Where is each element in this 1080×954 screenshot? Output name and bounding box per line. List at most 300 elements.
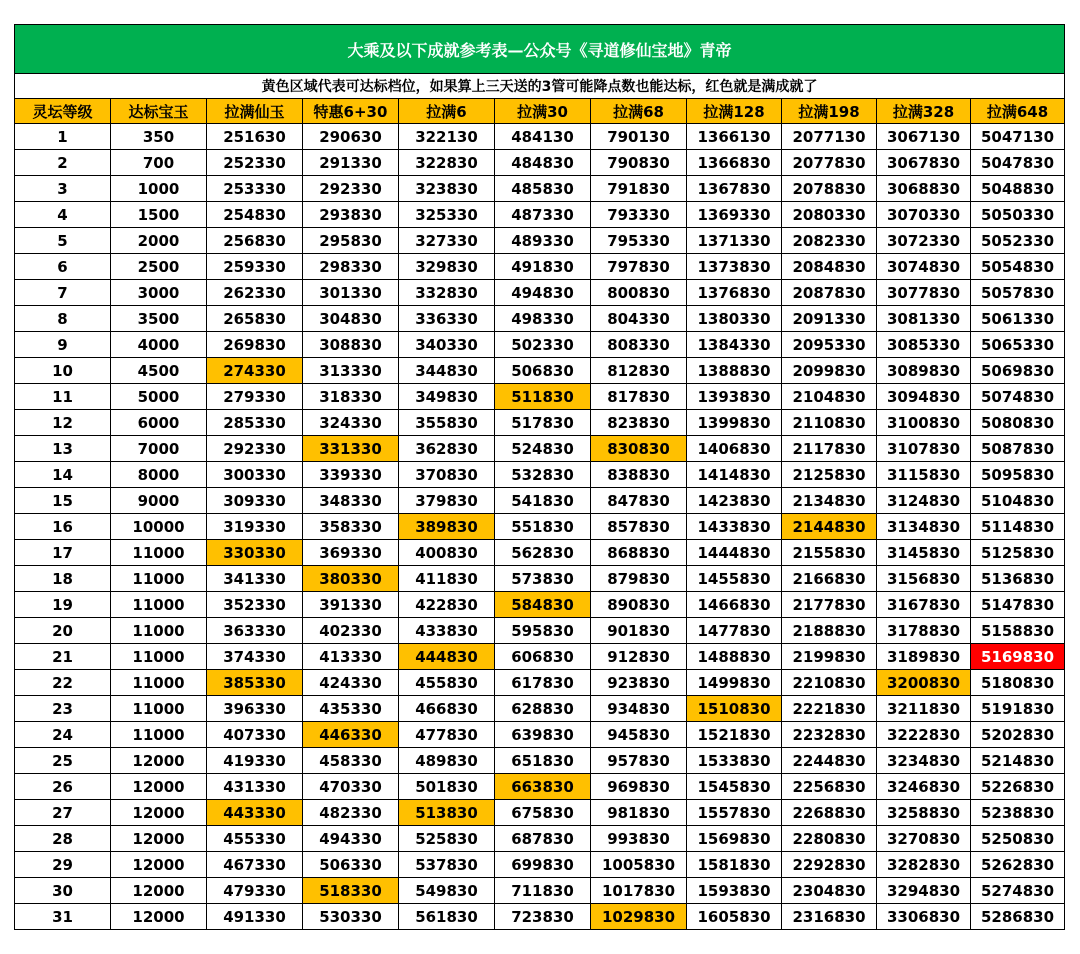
table-cell: 21 xyxy=(15,644,111,670)
table-cell: 2177830 xyxy=(782,592,877,618)
table-row xyxy=(15,670,1065,696)
table-cell: 7 xyxy=(15,280,111,306)
table-cell: 5158830 xyxy=(971,618,1065,644)
table-cell: 541830 xyxy=(495,488,591,514)
table-cell: 3115830 xyxy=(877,462,971,488)
table-cell: 823830 xyxy=(591,410,687,436)
table-cell: 467330 xyxy=(207,852,303,878)
table-cell: 912830 xyxy=(591,644,687,670)
table-cell: 723830 xyxy=(495,904,591,930)
table-cell: 2244830 xyxy=(782,748,877,774)
table-cell: 1376830 xyxy=(687,280,782,306)
table-cell: 1433830 xyxy=(687,514,782,540)
table-cell: 3258830 xyxy=(877,800,971,826)
table-cell: 298330 xyxy=(303,254,399,280)
table-cell: 11000 xyxy=(111,566,207,592)
table-cell: 1366130 xyxy=(687,124,782,150)
table-cell: 27 xyxy=(15,800,111,826)
table-row xyxy=(15,436,1065,462)
table-cell: 14 xyxy=(15,462,111,488)
table-cell: 5069830 xyxy=(971,358,1065,384)
table-row xyxy=(15,202,1065,228)
table-cell: 5286830 xyxy=(971,904,1065,930)
table-cell: 5250830 xyxy=(971,826,1065,852)
table-cell: 12000 xyxy=(111,878,207,904)
table-cell: 18 xyxy=(15,566,111,592)
table-cell: 2091330 xyxy=(782,306,877,332)
table-cell: 28 xyxy=(15,826,111,852)
table-cell: 513830 xyxy=(399,800,495,826)
table-cell: 525830 xyxy=(399,826,495,852)
table-cell: 838830 xyxy=(591,462,687,488)
table-cell: 2 xyxy=(15,150,111,176)
table-cell: 2199830 xyxy=(782,644,877,670)
table-row xyxy=(15,722,1065,748)
table-cell: 2099830 xyxy=(782,358,877,384)
table-cell: 301330 xyxy=(303,280,399,306)
table-cell: 3000 xyxy=(111,280,207,306)
table-cell: 424330 xyxy=(303,670,399,696)
table-cell: 3067130 xyxy=(877,124,971,150)
table-cell: 797830 xyxy=(591,254,687,280)
table-cell: 639830 xyxy=(495,722,591,748)
table-cell: 13 xyxy=(15,436,111,462)
table-cell: 16 xyxy=(15,514,111,540)
table-cell: 1 xyxy=(15,124,111,150)
table-cell: 830830 xyxy=(591,436,687,462)
table-cell: 30 xyxy=(15,878,111,904)
table-cell: 466830 xyxy=(399,696,495,722)
table-cell: 817830 xyxy=(591,384,687,410)
table-cell: 12000 xyxy=(111,826,207,852)
subtitle-row xyxy=(15,74,1065,99)
table-cell: 808330 xyxy=(591,332,687,358)
table-cell: 379830 xyxy=(399,488,495,514)
table-cell: 329830 xyxy=(399,254,495,280)
table-row xyxy=(15,774,1065,800)
table-cell: 274330 xyxy=(207,358,303,384)
table-cell: 5169830 xyxy=(971,644,1065,670)
table-cell: 355830 xyxy=(399,410,495,436)
table-cell: 253330 xyxy=(207,176,303,202)
table-cell: 1569830 xyxy=(687,826,782,852)
table-cell: 1477830 xyxy=(687,618,782,644)
table-cell: 537830 xyxy=(399,852,495,878)
table-cell: 1005830 xyxy=(591,852,687,878)
table-cell: 5087830 xyxy=(971,436,1065,462)
table-row xyxy=(15,488,1065,514)
table-cell: 1557830 xyxy=(687,800,782,826)
table-cell: 341330 xyxy=(207,566,303,592)
table-cell: 981830 xyxy=(591,800,687,826)
table-cell: 993830 xyxy=(591,826,687,852)
table-cell: 11000 xyxy=(111,540,207,566)
table-cell: 5 xyxy=(15,228,111,254)
table-cell: 5274830 xyxy=(971,878,1065,904)
table-cell: 2125830 xyxy=(782,462,877,488)
table-cell: 1366830 xyxy=(687,150,782,176)
table-cell: 487330 xyxy=(495,202,591,228)
table-row xyxy=(15,592,1065,618)
table-cell: 25 xyxy=(15,748,111,774)
table-cell: 675830 xyxy=(495,800,591,826)
table-cell: 6 xyxy=(15,254,111,280)
table-cell: 617830 xyxy=(495,670,591,696)
table-cell: 3156830 xyxy=(877,566,971,592)
table-cell: 411830 xyxy=(399,566,495,592)
table-cell: 19 xyxy=(15,592,111,618)
table-cell: 2188830 xyxy=(782,618,877,644)
table-cell: 3270830 xyxy=(877,826,971,852)
table-cell: 3211830 xyxy=(877,696,971,722)
table-cell: 4500 xyxy=(111,358,207,384)
table-cell: 506830 xyxy=(495,358,591,384)
table-cell: 3 xyxy=(15,176,111,202)
table-cell: 325330 xyxy=(399,202,495,228)
table-cell: 279330 xyxy=(207,384,303,410)
table-cell: 3094830 xyxy=(877,384,971,410)
table-cell: 319330 xyxy=(207,514,303,540)
table-row xyxy=(15,306,1065,332)
table-row xyxy=(15,358,1065,384)
table-cell: 3089830 xyxy=(877,358,971,384)
table-cell: 2292830 xyxy=(782,852,877,878)
table-row xyxy=(15,280,1065,306)
table-cell: 3070330 xyxy=(877,202,971,228)
table-cell: 2155830 xyxy=(782,540,877,566)
table-cell: 5114830 xyxy=(971,514,1065,540)
table-cell: 17 xyxy=(15,540,111,566)
table-cell: 5202830 xyxy=(971,722,1065,748)
table-cell: 3067830 xyxy=(877,150,971,176)
table-cell: 506330 xyxy=(303,852,399,878)
table-cell: 26 xyxy=(15,774,111,800)
table-cell: 422830 xyxy=(399,592,495,618)
table-row xyxy=(15,176,1065,202)
table-cell: 444830 xyxy=(399,644,495,670)
table-cell: 2280830 xyxy=(782,826,877,852)
table-cell: 795330 xyxy=(591,228,687,254)
table-cell: 2082330 xyxy=(782,228,877,254)
table-cell: 2134830 xyxy=(782,488,877,514)
table-cell: 12000 xyxy=(111,904,207,930)
table-cell: 443330 xyxy=(207,800,303,826)
table-cell: 3081330 xyxy=(877,306,971,332)
table-cell: 2084830 xyxy=(782,254,877,280)
table-row xyxy=(15,852,1065,878)
table-cell: 15 xyxy=(15,488,111,514)
table-cell: 3068830 xyxy=(877,176,971,202)
table-row xyxy=(15,124,1065,150)
table-row xyxy=(15,644,1065,670)
table-cell: 5262830 xyxy=(971,852,1065,878)
table-cell: 5080830 xyxy=(971,410,1065,436)
column-header: 拉满328 xyxy=(877,99,971,124)
table-cell: 400830 xyxy=(399,540,495,566)
table-cell: 2104830 xyxy=(782,384,877,410)
table-cell: 29 xyxy=(15,852,111,878)
table-cell: 8 xyxy=(15,306,111,332)
table-cell: 573830 xyxy=(495,566,591,592)
table-row xyxy=(15,904,1065,930)
table-cell: 1499830 xyxy=(687,670,782,696)
table-cell: 1414830 xyxy=(687,462,782,488)
column-header: 达标宝玉 xyxy=(111,99,207,124)
table-cell: 3294830 xyxy=(877,878,971,904)
table-cell: 804330 xyxy=(591,306,687,332)
table-cell: 455830 xyxy=(399,670,495,696)
table-row xyxy=(15,384,1065,410)
table-cell: 23 xyxy=(15,696,111,722)
table-cell: 458330 xyxy=(303,748,399,774)
table-cell: 2221830 xyxy=(782,696,877,722)
table-cell: 3246830 xyxy=(877,774,971,800)
table-cell: 5191830 xyxy=(971,696,1065,722)
table-cell: 3074830 xyxy=(877,254,971,280)
table-cell: 530330 xyxy=(303,904,399,930)
table-cell: 11000 xyxy=(111,618,207,644)
column-header: 灵坛等级 xyxy=(15,99,111,124)
table-cell: 348330 xyxy=(303,488,399,514)
table-cell: 3077830 xyxy=(877,280,971,306)
table-cell: 791830 xyxy=(591,176,687,202)
table-cell: 292330 xyxy=(303,176,399,202)
table-cell: 3178830 xyxy=(877,618,971,644)
table-cell: 256830 xyxy=(207,228,303,254)
table-cell: 1384330 xyxy=(687,332,782,358)
table-cell: 10000 xyxy=(111,514,207,540)
table-cell: 3306830 xyxy=(877,904,971,930)
table-row xyxy=(15,150,1065,176)
table-cell: 20 xyxy=(15,618,111,644)
table-cell: 433830 xyxy=(399,618,495,644)
table-cell: 3282830 xyxy=(877,852,971,878)
table-cell: 700 xyxy=(111,150,207,176)
table-cell: 484830 xyxy=(495,150,591,176)
table-cell: 336330 xyxy=(399,306,495,332)
table-cell: 1380330 xyxy=(687,306,782,332)
table-cell: 5065330 xyxy=(971,332,1065,358)
table-cell: 31 xyxy=(15,904,111,930)
table-cell: 9000 xyxy=(111,488,207,514)
table-cell: 812830 xyxy=(591,358,687,384)
table-cell: 3189830 xyxy=(877,644,971,670)
column-header: 拉满68 xyxy=(591,99,687,124)
table-cell: 4000 xyxy=(111,332,207,358)
column-header: 拉满30 xyxy=(495,99,591,124)
table-row xyxy=(15,462,1065,488)
table-cell: 1533830 xyxy=(687,748,782,774)
table-cell: 549830 xyxy=(399,878,495,904)
table-cell: 313330 xyxy=(303,358,399,384)
table-cell: 470330 xyxy=(303,774,399,800)
table-row xyxy=(15,410,1065,436)
table-cell: 1510830 xyxy=(687,696,782,722)
table-cell: 561830 xyxy=(399,904,495,930)
table-cell: 901830 xyxy=(591,618,687,644)
table-row xyxy=(15,254,1065,280)
table-cell: 800830 xyxy=(591,280,687,306)
table-cell: 254830 xyxy=(207,202,303,228)
table-cell: 11000 xyxy=(111,670,207,696)
table-cell: 498330 xyxy=(495,306,591,332)
table-cell: 790830 xyxy=(591,150,687,176)
table-cell: 5052330 xyxy=(971,228,1065,254)
table-cell: 3167830 xyxy=(877,592,971,618)
table-cell: 349830 xyxy=(399,384,495,410)
table-cell: 391330 xyxy=(303,592,399,618)
table-cell: 385330 xyxy=(207,670,303,696)
table-cell: 12000 xyxy=(111,852,207,878)
table-cell: 957830 xyxy=(591,748,687,774)
table-cell: 3134830 xyxy=(877,514,971,540)
table-cell: 1593830 xyxy=(687,878,782,904)
table-cell: 251630 xyxy=(207,124,303,150)
table-cell: 339330 xyxy=(303,462,399,488)
table-cell: 9 xyxy=(15,332,111,358)
table-cell: 485830 xyxy=(495,176,591,202)
table-cell: 687830 xyxy=(495,826,591,852)
table-cell: 2144830 xyxy=(782,514,877,540)
table-cell: 1488830 xyxy=(687,644,782,670)
table-cell: 3145830 xyxy=(877,540,971,566)
column-header: 拉满仙玉 xyxy=(207,99,303,124)
table-cell: 431330 xyxy=(207,774,303,800)
table-cell: 6000 xyxy=(111,410,207,436)
table-cell: 363330 xyxy=(207,618,303,644)
table-cell: 1605830 xyxy=(687,904,782,930)
table-cell: 1029830 xyxy=(591,904,687,930)
table-cell: 1369330 xyxy=(687,202,782,228)
table-cell: 435330 xyxy=(303,696,399,722)
table-cell: 324330 xyxy=(303,410,399,436)
table-cell: 10 xyxy=(15,358,111,384)
table-cell: 790130 xyxy=(591,124,687,150)
table-cell: 293830 xyxy=(303,202,399,228)
table-cell: 2000 xyxy=(111,228,207,254)
table-cell: 5057830 xyxy=(971,280,1065,306)
table-cell: 5054830 xyxy=(971,254,1065,280)
table-cell: 12000 xyxy=(111,800,207,826)
table-cell: 1000 xyxy=(111,176,207,202)
table-cell: 477830 xyxy=(399,722,495,748)
table-cell: 358330 xyxy=(303,514,399,540)
table-cell: 518330 xyxy=(303,878,399,904)
table-cell: 584830 xyxy=(495,592,591,618)
table-cell: 5048830 xyxy=(971,176,1065,202)
table-cell: 1466830 xyxy=(687,592,782,618)
table-cell: 511830 xyxy=(495,384,591,410)
table-cell: 5238830 xyxy=(971,800,1065,826)
table-row xyxy=(15,566,1065,592)
table-cell: 455330 xyxy=(207,826,303,852)
table-cell: 259330 xyxy=(207,254,303,280)
table-cell: 711830 xyxy=(495,878,591,904)
table-cell: 323830 xyxy=(399,176,495,202)
table-cell: 969830 xyxy=(591,774,687,800)
table-cell: 2316830 xyxy=(782,904,877,930)
table-cell: 2078830 xyxy=(782,176,877,202)
table-cell: 524830 xyxy=(495,436,591,462)
table-cell: 5125830 xyxy=(971,540,1065,566)
table-cell: 2110830 xyxy=(782,410,877,436)
table-cell: 5061330 xyxy=(971,306,1065,332)
table-cell: 350 xyxy=(111,124,207,150)
table-cell: 304830 xyxy=(303,306,399,332)
column-header: 拉满6 xyxy=(399,99,495,124)
table-cell: 2080330 xyxy=(782,202,877,228)
table-cell: 318330 xyxy=(303,384,399,410)
table-cell: 4 xyxy=(15,202,111,228)
table-cell: 3124830 xyxy=(877,488,971,514)
table-cell: 11000 xyxy=(111,644,207,670)
table-cell: 407330 xyxy=(207,722,303,748)
table-cell: 11000 xyxy=(111,722,207,748)
table-cell: 1393830 xyxy=(687,384,782,410)
table-cell: 5047130 xyxy=(971,124,1065,150)
column-header: 特惠6+30 xyxy=(303,99,399,124)
table-cell: 491830 xyxy=(495,254,591,280)
table-cell: 879830 xyxy=(591,566,687,592)
table-cell: 269830 xyxy=(207,332,303,358)
table-cell: 628830 xyxy=(495,696,591,722)
table-cell: 945830 xyxy=(591,722,687,748)
achievement-reference-table xyxy=(14,24,1065,930)
table-cell: 8000 xyxy=(111,462,207,488)
table-cell: 369330 xyxy=(303,540,399,566)
table-cell: 24 xyxy=(15,722,111,748)
table-cell: 370830 xyxy=(399,462,495,488)
table-cell: 389830 xyxy=(399,514,495,540)
table-cell: 380330 xyxy=(303,566,399,592)
table-row xyxy=(15,748,1065,774)
table-cell: 3072330 xyxy=(877,228,971,254)
table-cell: 663830 xyxy=(495,774,591,800)
table-cell: 2166830 xyxy=(782,566,877,592)
table-cell: 2117830 xyxy=(782,436,877,462)
table-cell: 489830 xyxy=(399,748,495,774)
table-cell: 532830 xyxy=(495,462,591,488)
table-cell: 1545830 xyxy=(687,774,782,800)
table-cell: 489330 xyxy=(495,228,591,254)
table-cell: 5047830 xyxy=(971,150,1065,176)
table-cell: 12000 xyxy=(111,774,207,800)
table-cell: 1423830 xyxy=(687,488,782,514)
table-cell: 551830 xyxy=(495,514,591,540)
table-cell: 1373830 xyxy=(687,254,782,280)
table-cell: 1371330 xyxy=(687,228,782,254)
table-cell: 330330 xyxy=(207,540,303,566)
table-cell: 2256830 xyxy=(782,774,877,800)
table-cell: 562830 xyxy=(495,540,591,566)
table-cell: 3085330 xyxy=(877,332,971,358)
table-cell: 501830 xyxy=(399,774,495,800)
table-cell: 7000 xyxy=(111,436,207,462)
table-cell: 5050330 xyxy=(971,202,1065,228)
table-cell: 5180830 xyxy=(971,670,1065,696)
table-cell: 322830 xyxy=(399,150,495,176)
table-cell: 2210830 xyxy=(782,670,877,696)
table-cell: 5147830 xyxy=(971,592,1065,618)
table-cell: 12 xyxy=(15,410,111,436)
table-cell: 285330 xyxy=(207,410,303,436)
column-header: 拉满648 xyxy=(971,99,1065,124)
table-row xyxy=(15,540,1065,566)
table-cell: 340330 xyxy=(399,332,495,358)
table-cell: 374330 xyxy=(207,644,303,670)
table-cell: 1455830 xyxy=(687,566,782,592)
title-row xyxy=(15,25,1065,74)
